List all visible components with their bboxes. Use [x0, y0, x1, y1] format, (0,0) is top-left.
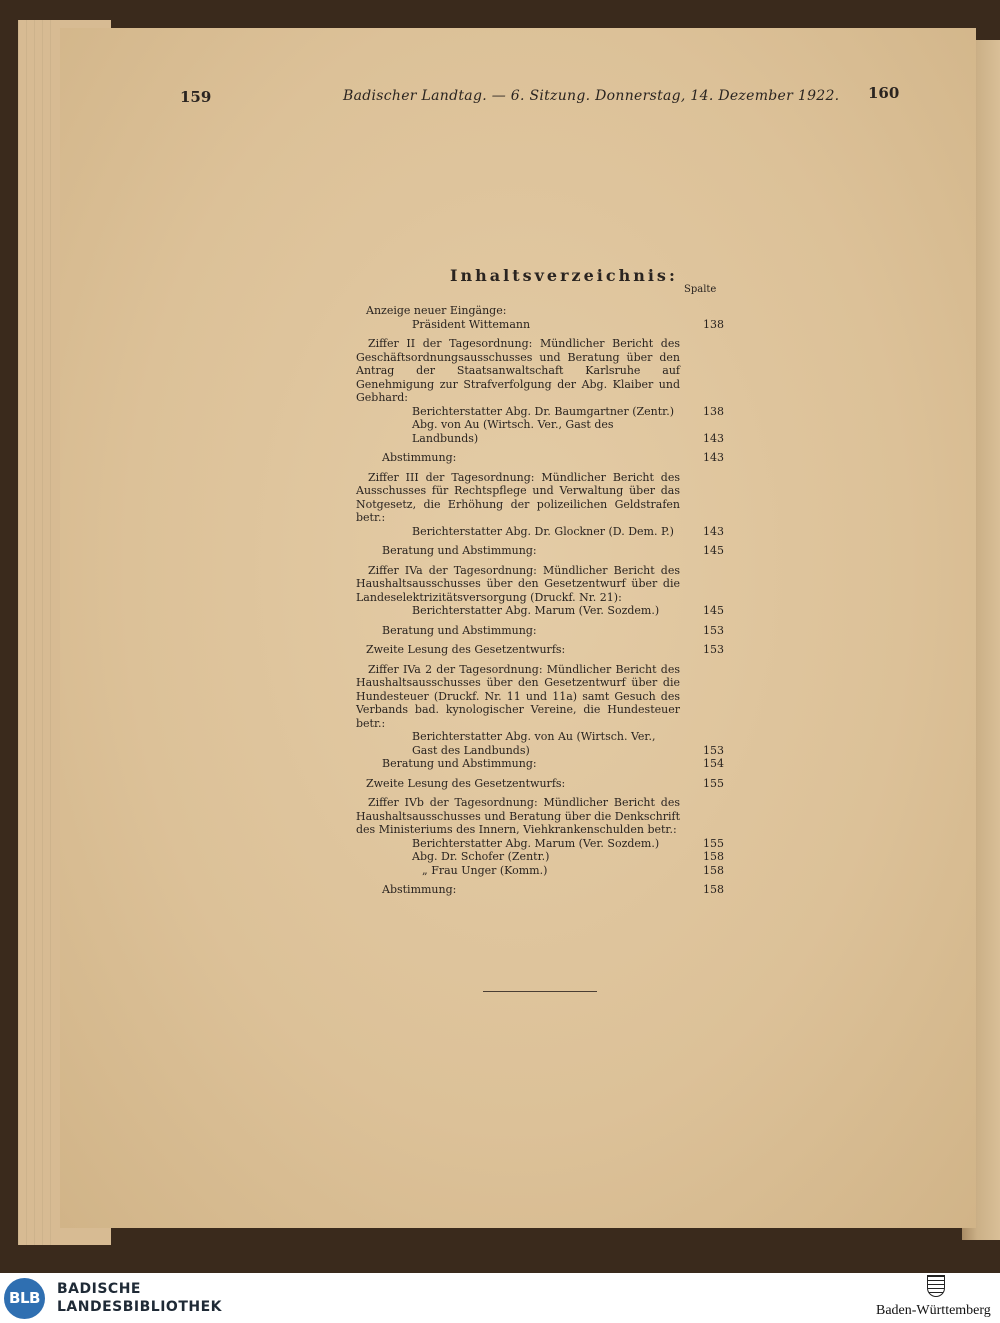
toc-entry: Zweite Lesung des Gesetzentwurfs: 153 [366, 643, 724, 656]
toc-entry: Berichterstatter Abg. Marum (Ver. Sozdem.) 145 [412, 604, 724, 617]
toc-title: Inhaltsverzeichnis: [450, 266, 678, 285]
toc-entry: Abstimmung: 143 [382, 451, 724, 464]
running-header: Badischer Landtag. — 6. Sitzung. Donnerstag, 14. Dezember 1922. [343, 88, 840, 104]
toc-entry: Ziffer IVa 2 der Tagesordnung: Mündlicher Bericht des Haushaltsausschusses über den Gesetzentwurf über die Hundesteuer (Druckf. Nr. 11 und 11a) samt Gesuch des Verbands bad. kynologischer Vereine, die Hundesteuer betr.: [356, 662, 680, 730]
toc-entry: Abg. Dr. Schofer (Zentr.) 158 [412, 850, 724, 863]
coat-of-arms-icon [927, 1275, 945, 1297]
library-name-line2: LANDESBIBLIOTHEK [57, 1299, 223, 1315]
toc-entry: Berichterstatter Abg. von Au (Wirtsch. Ver., Gast des Landbunds) 153 [412, 730, 724, 757]
page-number-left: 159 [180, 88, 212, 106]
toc-entry: Berichterstatter Abg. Marum (Ver. Sozdem.) 155 [412, 836, 724, 850]
toc-entry: Ziffer III der Tagesordnung: Mündlicher Bericht des Ausschusses für Rechtspflege und Verwaltung über das Notgesetz, die Erhöhung der polizeilichen Geldstrafen betr.: [356, 470, 680, 524]
toc-entry: Beratung und Abstimmung: 153 [382, 623, 724, 637]
blb-logo[interactable]: BLB [4, 1278, 45, 1319]
toc-entry: Berichterstatter Abg. Dr. Baumgartner (Zentr.) 138 [412, 404, 724, 418]
toc-entry: Abg. von Au (Wirtsch. Ver., Gast des Landbunds) 143 [412, 418, 724, 445]
toc-entry: Ziffer IVb der Tagesordnung: Mündlicher Bericht des Haushaltsausschusses und Beratung über die Denkschrift des Ministeriums des Innern, Viehkrankenschulden betr.: [356, 796, 680, 836]
toc-entry: Anzeige neuer Eingänge: [366, 304, 507, 317]
toc-entry: Zweite Lesung des Gesetzentwurfs: 155 [366, 776, 724, 790]
toc-entry: Beratung und Abstimmung: 154 [382, 757, 724, 770]
closing-rule [483, 991, 597, 992]
toc-entry: „ Frau Unger (Komm.) 158 [422, 863, 724, 877]
toc-entry: Abstimmung: 158 [382, 883, 724, 896]
toc-entry: Beratung und Abstimmung: 145 [382, 544, 724, 557]
document-page [60, 28, 976, 1228]
toc-entry: Ziffer IVa der Tagesordnung: Mündlicher Bericht des Haushaltsausschusses über den Gesetzentwurf über die Landeselektrizitätsversorgung (Druckf. Nr. 21): [356, 563, 680, 604]
state-name: Baden-Württemberg [876, 1303, 991, 1318]
toc-list [356, 304, 726, 897]
column-label: Spalte [684, 284, 717, 295]
toc-entry: Berichterstatter Abg. Dr. Glockner (D. Dem. P.) 143 [412, 524, 724, 538]
toc-entry: Präsident Wittemann 138 [412, 317, 724, 331]
toc-entry: Ziffer II der Tagesordnung: Mündlicher Bericht des Geschäftsordnungsausschusses und Beratung über den Antrag der Staatsanwaltschaft Karlsruhe auf Genehmigung zur Strafverfolgung der Abg. Klaiber und Gebhard: [356, 337, 680, 404]
viewer-footer [0, 1273, 1000, 1323]
page-number-right: 160 [868, 84, 900, 102]
library-name-line1: BADISCHE [57, 1281, 141, 1297]
